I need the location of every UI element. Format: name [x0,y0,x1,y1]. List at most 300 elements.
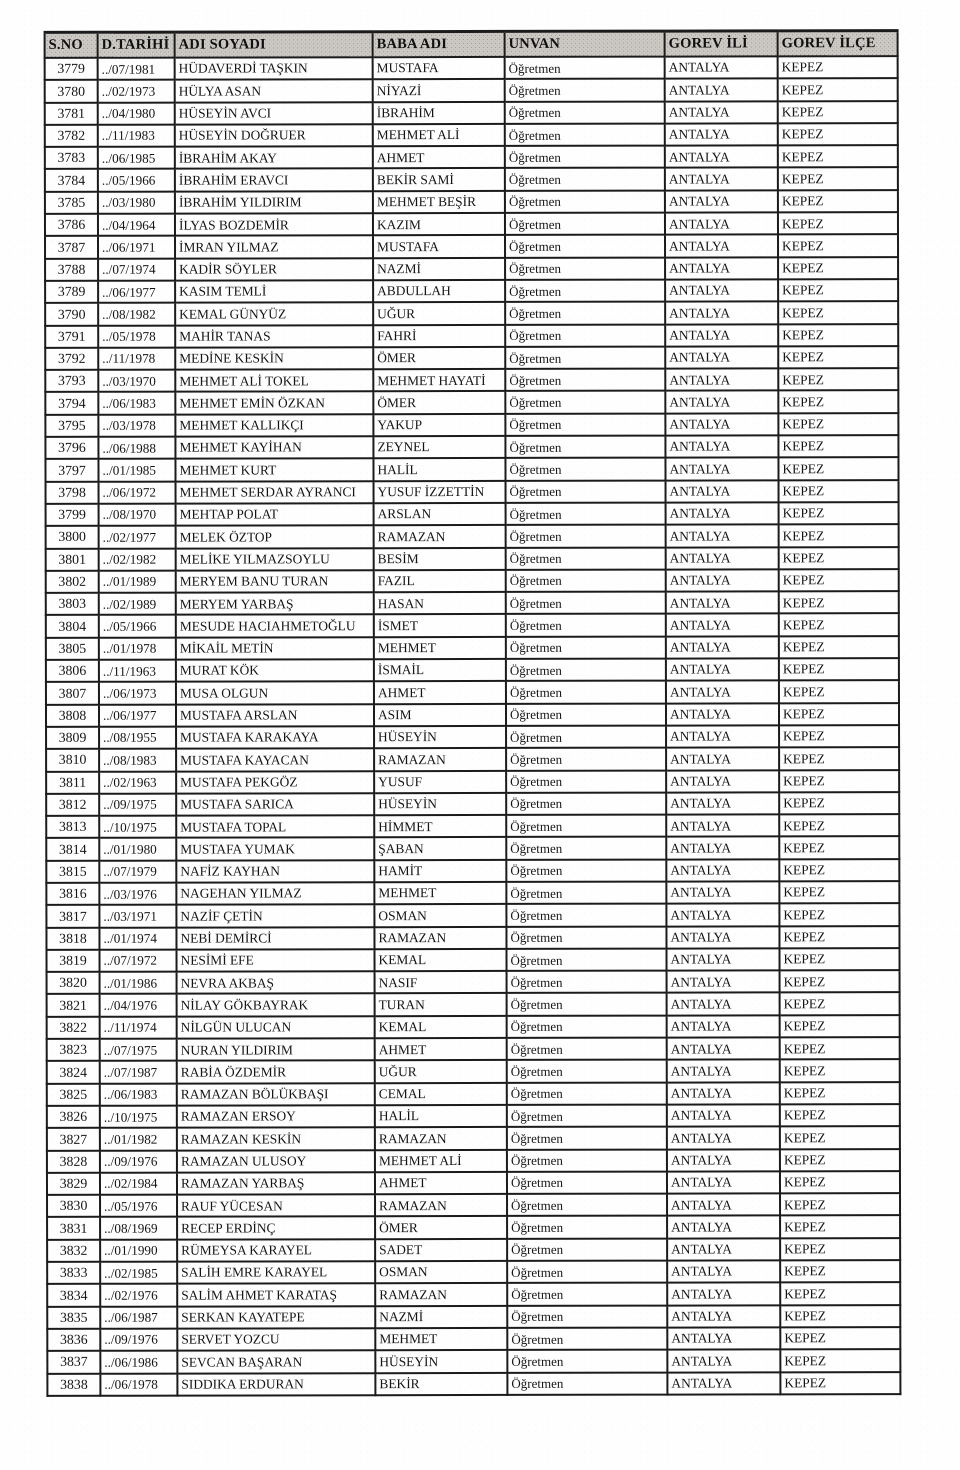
table-row [46,569,899,593]
cell-name: HÜSEYİN AVCI [175,102,373,125]
cell-name: SERKAN KAYATEPE [177,1306,375,1329]
cell-father-name: AHMET [375,1038,507,1061]
cell-title: Öğretmen [507,1127,667,1150]
cell-province: ANTALYA [665,212,778,235]
cell-title: Öğretmen [506,659,666,682]
cell-father-name: ÖMER [373,347,505,370]
cell-sno: 3805 [46,638,99,660]
cell-birth-date: ../06/1977 [98,281,175,303]
cell-sno: 3838 [47,1373,100,1395]
cell-title: Öğretmen [507,1149,667,1172]
cell-father-name: RAMAZAN [374,748,506,771]
cell-district: KEPEZ [779,680,899,703]
cell-district: KEPEZ [778,391,898,414]
cell-name: MEDİNE KESKİN [175,347,373,370]
cell-province: ANTALYA [666,837,779,860]
cell-province: ANTALYA [665,413,778,436]
cell-title: Öğretmen [505,235,665,258]
personnel-table [44,29,902,1397]
cell-birth-date: ../09/1976 [100,1150,177,1172]
cell-sno: 3837 [47,1351,100,1373]
table-row [46,703,899,727]
cell-birth-date: ../05/1966 [99,615,176,637]
cell-name: NURAN YILDIRIM [177,1038,375,1061]
cell-province: ANTALYA [667,1238,780,1261]
cell-name: MİKAİL METİN [176,637,374,660]
cell-province: ANTALYA [667,1327,780,1350]
table-row [47,1126,900,1150]
cell-province: ANTALYA [666,792,779,815]
cell-sno: 3783 [45,147,98,169]
cell-birth-date: ../01/1978 [99,637,176,659]
table-row [46,658,899,682]
cell-father-name: ÖMER [375,1216,507,1239]
cell-district: KEPEZ [780,1015,900,1038]
cell-province: ANTALYA [665,324,778,347]
cell-title: Öğretmen [507,1328,667,1351]
table-row [45,346,898,370]
cell-name: NAFİZ KAYHAN [176,860,374,883]
cell-sno: 3797 [45,459,98,481]
cell-province: ANTALYA [666,658,779,681]
cell-name: SALİM AHMET KARATAŞ [177,1284,375,1307]
cell-sno: 3820 [47,972,100,994]
column-header-name: ADI SOYADI [175,32,373,58]
cell-title: Öğretmen [506,882,666,905]
cell-birth-date: ../07/1981 [98,58,175,80]
cell-father-name: MUSTAFA [373,57,505,80]
cell-title: Öğretmen [505,391,665,414]
cell-district: KEPEZ [779,814,899,837]
table-row [45,190,898,214]
cell-birth-date: ../03/1980 [98,191,175,213]
cell-province: ANTALYA [667,1149,780,1172]
cell-district: KEPEZ [779,926,899,949]
cell-sno: 3831 [47,1217,100,1239]
cell-province: ANTALYA [666,881,779,904]
cell-father-name: RAMAZAN [375,1283,507,1306]
cell-birth-date: ../03/1971 [99,905,176,927]
cell-district: KEPEZ [780,1193,900,1216]
cell-title: Öğretmen [507,1305,667,1328]
cell-district: KEPEZ [778,168,898,191]
cell-title: Öğretmen [506,681,666,704]
cell-district: KEPEZ [780,1216,900,1239]
cell-father-name: İSMET [374,614,506,637]
cell-title: Öğretmen [505,369,665,392]
cell-district: KEPEZ [779,836,899,859]
cell-birth-date: ../02/1984 [100,1172,177,1194]
cell-name: SIDDIKA ERDURAN [177,1373,375,1396]
cell-father-name: İSMAİL [374,659,506,682]
cell-name: MEHMET KALLIKÇI [175,414,373,437]
cell-father-name: HİMMET [374,815,506,838]
cell-birth-date: ../06/1987 [100,1306,177,1328]
cell-sno: 3800 [46,526,99,548]
cell-district: KEPEZ [778,368,898,391]
column-header-birth-date: D.TARİHİ [98,32,175,58]
cell-name: RAMAZAN YARBAŞ [177,1172,375,1195]
cell-birth-date: ../01/1985 [98,459,175,481]
cell-district: KEPEZ [778,190,898,213]
cell-father-name: RAMAZAN [374,927,506,950]
cell-father-name: SADET [375,1239,507,1262]
cell-sno: 3807 [46,682,99,704]
cell-district: KEPEZ [778,435,898,458]
cell-sno: 3813 [46,816,99,838]
cell-title: Öğretmen [505,324,665,347]
cell-title: Öğretmen [507,1060,667,1083]
cell-title: Öğretmen [507,1372,667,1395]
cell-father-name: HASAN [374,592,506,615]
cell-birth-date: ../06/1985 [98,147,175,169]
cell-district: KEPEZ [780,1260,900,1283]
cell-province: ANTALYA [666,725,779,748]
cell-sno: 3822 [47,1017,100,1039]
cell-sno: 3796 [45,437,98,459]
cell-district: KEPEZ [779,792,899,815]
cell-district: KEPEZ [779,859,899,882]
cell-province: ANTALYA [666,480,779,503]
cell-birth-date: ../03/1978 [98,414,175,436]
table-row [47,1149,900,1173]
cell-title: Öğretmen [506,547,666,570]
table-row [47,1216,900,1240]
table-row [45,78,898,102]
cell-province: ANTALYA [666,547,779,570]
cell-name: MUSTAFA ARSLAN [176,704,374,727]
cell-birth-date: ../02/1989 [99,593,176,615]
cell-sno: 3788 [45,258,98,280]
cell-name: MESUDE HACIAHMETOĞLU [176,615,374,638]
table-row [47,1260,900,1284]
cell-sno: 3833 [47,1262,100,1284]
table-row [46,859,899,883]
cell-title: Öğretmen [507,1194,667,1217]
cell-birth-date: ../06/1978 [100,1373,177,1395]
cell-father-name: BEKİR SAMİ [373,168,505,191]
cell-name: İBRAHİM AKAY [175,146,373,169]
cell-sno: 3790 [45,303,98,325]
cell-title: Öğretmen [507,993,667,1016]
cell-province: ANTALYA [667,1372,780,1395]
cell-birth-date: ../06/1973 [99,682,176,704]
cell-province: ANTALYA [666,569,779,592]
table-row [47,1082,900,1106]
table-row [46,792,899,816]
table-row [46,770,899,794]
cell-father-name: MEHMET HAYATİ [373,369,505,392]
cell-sno: 3828 [47,1150,100,1172]
cell-title: Öğretmen [506,837,666,860]
cell-title: Öğretmen [506,703,666,726]
cell-name: KEMAL GÜNYÜZ [175,302,373,325]
cell-name: SERVET YOZCU [177,1328,375,1351]
table-row [45,101,898,125]
cell-birth-date: ../08/1955 [99,727,176,749]
cell-title: Öğretmen [507,1283,667,1306]
cell-sno: 3817 [46,905,99,927]
cell-birth-date: ../05/1978 [98,325,175,347]
table-row [46,480,899,504]
table-row [46,591,899,615]
cell-name: HÜDAVERDİ TAŞKIN [175,57,373,80]
cell-sno: 3780 [45,80,98,102]
table-row [46,814,899,838]
cell-sno: 3803 [46,593,99,615]
cell-title: Öğretmen [507,1261,667,1284]
cell-province: ANTALYA [666,948,779,971]
cell-province: ANTALYA [665,369,778,392]
cell-title: Öğretmen [505,458,665,481]
cell-province: ANTALYA [666,770,779,793]
cell-father-name: KAZIM [373,213,505,236]
cell-sno: 3801 [46,548,99,570]
cell-father-name: ÖMER [373,391,505,414]
cell-province: ANTALYA [666,681,779,704]
table-row [47,1305,900,1329]
cell-name: RAMAZAN ERSOY [177,1105,375,1128]
cell-father-name: RAMAZAN [375,1127,507,1150]
cell-title: Öğretmen [506,636,666,659]
cell-province: ANTALYA [665,101,778,124]
cell-title: Öğretmen [505,280,665,303]
cell-title: Öğretmen [506,726,666,749]
cell-sno: 3786 [45,214,98,236]
table-row [45,368,898,392]
cell-province: ANTALYA [665,123,778,146]
cell-district: KEPEZ [780,1372,900,1395]
cell-birth-date: ../02/1963 [99,771,176,793]
cell-name: MUSTAFA KAYACAN [176,748,374,771]
cell-sno: 3826 [47,1106,100,1128]
cell-name: MEHMET SERDAR AYRANCI [176,481,374,504]
cell-birth-date: ../07/1975 [100,1039,177,1061]
cell-father-name: RAMAZAN [374,525,506,548]
cell-name: NAGEHAN YILMAZ [176,882,374,905]
table-row [45,413,898,437]
cell-sno: 3794 [45,392,98,414]
cell-district: KEPEZ [780,1327,900,1350]
cell-birth-date: ../09/1975 [99,793,176,815]
table-row [46,524,899,548]
table-row [46,725,899,749]
cell-father-name: ZEYNEL [373,436,505,459]
table-row [46,926,899,950]
cell-district: KEPEZ [780,1082,900,1105]
cell-name: MUSTAFA YUMAK [176,838,374,861]
cell-district: KEPEZ [778,324,898,347]
cell-sno: 3814 [46,838,99,860]
cell-district: KEPEZ [779,614,899,637]
table-row [46,747,899,771]
cell-name: RECEP ERDİNÇ [177,1217,375,1240]
cell-title: Öğretmen [506,904,666,927]
cell-father-name: ASIM [374,704,506,727]
column-header-district: GOREV İLÇE [778,31,898,57]
cell-district: KEPEZ [780,1282,900,1305]
cell-district: KEPEZ [779,881,899,904]
cell-province: ANTALYA [667,1193,780,1216]
cell-father-name: MEHMET BEŞİR [373,191,505,214]
cell-district: KEPEZ [779,547,899,570]
cell-name: SEVCAN BAŞARAN [177,1350,375,1373]
cell-title: Öğretmen [506,948,666,971]
cell-name: MUSTAFA SARICA [176,793,374,816]
cell-name: RABİA ÖZDEMİR [177,1061,375,1084]
table-row [47,1171,900,1195]
cell-name: NİLAY GÖKBAYRAK [177,994,375,1017]
cell-father-name: AHMET [375,1172,507,1195]
cell-province: ANTALYA [667,971,780,994]
cell-name: MELEK ÖZTOP [176,525,374,548]
cell-district: KEPEZ [779,948,899,971]
cell-province: ANTALYA [667,993,780,1016]
cell-province: ANTALYA [665,190,778,213]
cell-father-name: KEMAL [374,949,506,972]
table-row [47,993,900,1017]
cell-district: KEPEZ [780,970,900,993]
cell-sno: 3798 [46,481,99,503]
cell-name: NEVRA AKBAŞ [177,971,375,994]
cell-sno: 3781 [45,102,98,124]
table-row [47,970,900,994]
cell-name: MEHMET ALİ TOKEL [175,369,373,392]
cell-father-name: YUSUF İZZETTİN [374,481,506,504]
column-header-province: GOREV İLİ [665,31,778,57]
table-header [45,31,898,58]
cell-sno: 3815 [46,860,99,882]
cell-birth-date: ../08/1983 [99,749,176,771]
cell-sno: 3824 [47,1061,100,1083]
column-header-title: UNVAN [505,31,665,57]
cell-father-name: ABDULLAH [373,280,505,303]
cell-sno: 3779 [45,58,98,80]
cell-name: İBRAHİM ERAVCI [175,169,373,192]
cell-province: ANTALYA [666,904,779,927]
cell-district: KEPEZ [778,279,898,302]
cell-district: KEPEZ [780,1037,900,1060]
cell-father-name: CEMAL [375,1083,507,1106]
cell-title: Öğretmen [507,1015,667,1038]
cell-title: Öğretmen [505,213,665,236]
cell-province: ANTALYA [666,859,779,882]
cell-father-name: HALİL [375,1105,507,1128]
cell-sno: 3836 [47,1329,100,1351]
cell-province: ANTALYA [666,614,779,637]
cell-birth-date: ../02/1982 [99,548,176,570]
cell-father-name: MUSTAFA [373,235,505,258]
table-row [47,1238,900,1262]
cell-birth-date: ../06/1986 [100,1351,177,1373]
cell-birth-date: ../07/1979 [99,860,176,882]
cell-father-name: HÜSEYİN [375,1350,507,1373]
cell-name: MERYEM BANU TURAN [176,570,374,593]
cell-district: KEPEZ [780,1238,900,1261]
cell-name: MEHMET KURT [175,459,373,482]
cell-birth-date: ../01/1980 [99,838,176,860]
cell-birth-date: ../08/1982 [98,303,175,325]
cell-district: KEPEZ [779,903,899,926]
cell-name: İMRAN YILMAZ [175,236,373,259]
cell-sno: 3792 [45,348,98,370]
cell-father-name: FAZIL [374,570,506,593]
cell-sno: 3782 [45,125,98,147]
cell-father-name: OSMAN [375,1261,507,1284]
cell-sno: 3802 [46,571,99,593]
cell-name: KASIM TEMLİ [175,280,373,303]
table-row [45,457,898,481]
cell-district: KEPEZ [779,747,899,770]
cell-name: MUSTAFA KARAKAYA [176,726,374,749]
table-row [47,1372,900,1396]
cell-province: ANTALYA [667,1350,780,1373]
table-row [47,1059,900,1083]
cell-father-name: RAMAZAN [375,1194,507,1217]
cell-father-name: MEHMET [374,882,506,905]
cell-title: Öğretmen [505,79,665,102]
table-row [45,279,898,303]
cell-title: Öğretmen [505,123,665,146]
cell-name: HÜSEYİN DOĞRUER [175,124,373,147]
cell-province: ANTALYA [667,1127,780,1150]
cell-sno: 3804 [46,615,99,637]
cell-birth-date: ../03/1970 [98,370,175,392]
table-row [46,502,899,526]
cell-sno: 3834 [47,1284,100,1306]
cell-title: Öğretmen [505,168,665,191]
cell-title: Öğretmen [507,1038,667,1061]
cell-sno: 3799 [46,504,99,526]
cell-district: KEPEZ [778,234,898,257]
cell-district: KEPEZ [778,301,898,324]
cell-birth-date: ../11/1974 [100,1016,177,1038]
cell-father-name: UĞUR [373,302,505,325]
cell-father-name: MEHMET [374,637,506,660]
table-row [47,1104,900,1128]
cell-sno: 3829 [47,1173,100,1195]
cell-father-name: HÜSEYİN [374,793,506,816]
cell-district: KEPEZ [779,502,899,525]
cell-father-name: YUSUF [374,770,506,793]
cell-name: NESİMİ EFE [176,949,374,972]
cell-district: KEPEZ [780,1126,900,1149]
cell-sno: 3808 [46,704,99,726]
cell-father-name: HALİL [373,458,505,481]
cell-province: ANTALYA [665,302,778,325]
cell-father-name: BEKİR [375,1372,507,1395]
cell-province: ANTALYA [665,235,778,258]
cell-title: Öğretmen [506,614,666,637]
table-row [47,1193,900,1217]
cell-father-name: UĞUR [375,1060,507,1083]
cell-father-name: MEHMET ALİ [373,124,505,147]
cell-father-name: NAZMİ [375,1306,507,1329]
cell-birth-date: ../08/1970 [99,504,176,526]
cell-sno: 3818 [46,927,99,949]
cell-title: Öğretmen [505,57,665,80]
table-row [45,391,898,415]
table-row [46,547,899,571]
cell-birth-date: ../02/1977 [99,526,176,548]
cell-birth-date: ../06/1988 [98,437,175,459]
cell-birth-date: ../10/1975 [99,816,176,838]
cell-title: Öğretmen [505,190,665,213]
table-row [47,1327,900,1351]
table-row [45,301,898,325]
cell-birth-date: ../10/1975 [100,1106,177,1128]
table-row [45,145,898,169]
